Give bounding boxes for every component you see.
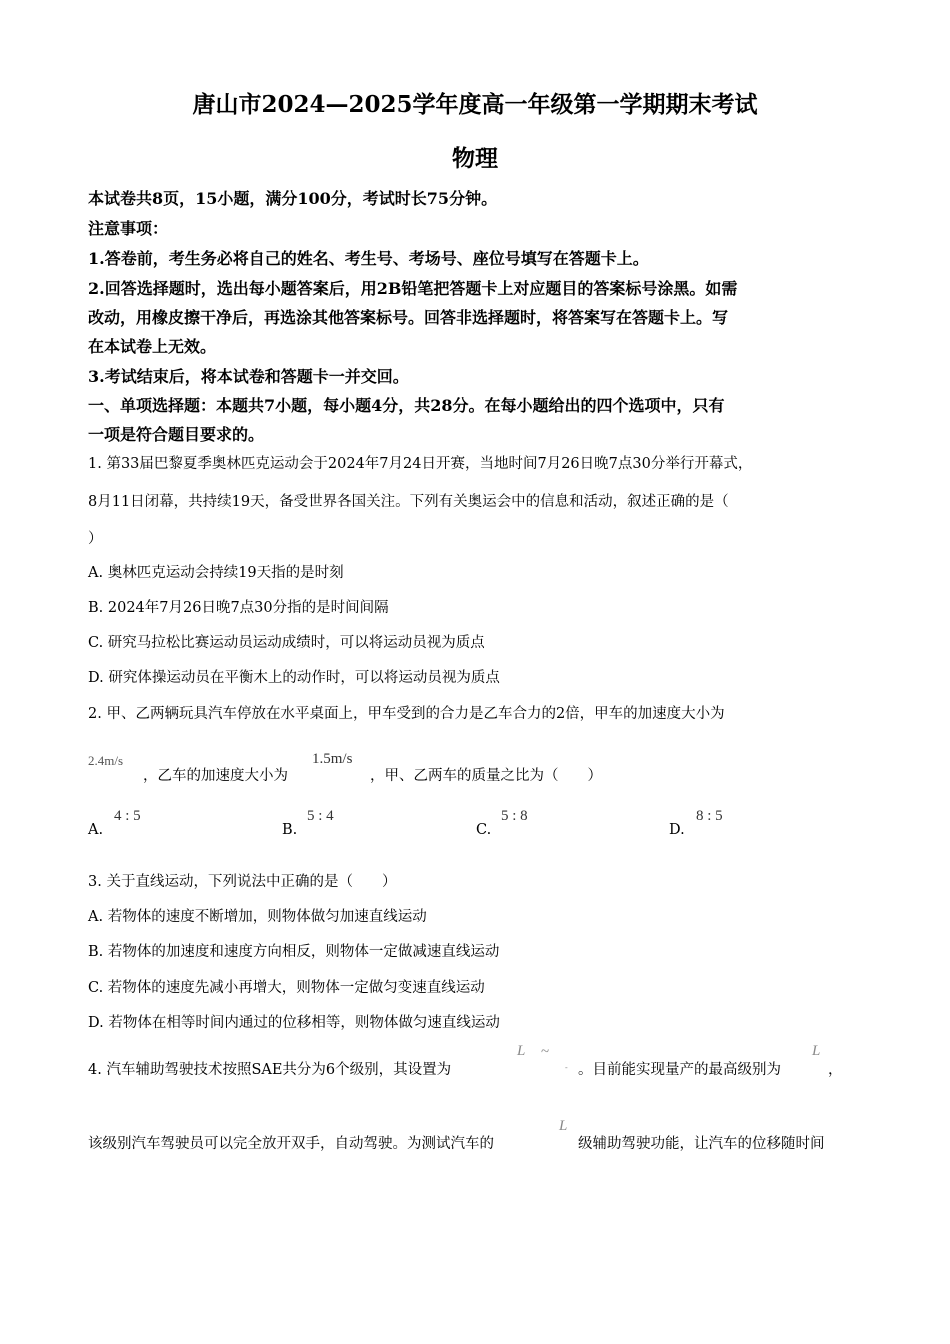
note-3: 3.考试结束后，将本试卷和答题卡一并交回。: [88, 367, 409, 386]
q4-line-2-end: 级辅助驾驶功能，让汽车的位移随时间: [578, 1136, 825, 1152]
q3-option-b: B. 若物体的加速度和速度方向相反，则物体一定做减速直线运动: [88, 944, 500, 960]
q1-option-a: A. 奥林匹克运动会持续19天指的是时刻: [88, 565, 344, 581]
note-2-line-1: 2.回答选择题时，选出每小题答案后，用2B铅笔把答题卡上对应题目的答案标号涂黑。如需: [88, 279, 738, 298]
note-2-line-3: 在本试卷上无效。: [88, 337, 217, 356]
note-2-line-2: 改动，用橡皮擦干净后，再选涂其他答案标号。回答非选择题时，将答案写在答题卡上。写: [88, 308, 729, 327]
q1-option-d: D. 研究体操运动员在平衡木上的动作时，可以将运动员视为质点: [88, 670, 500, 686]
section-1-heading-line-1: 一、单项选择题：本题共7小题，每小题4分，共28分。在每小题给出的四个选项中，只有: [88, 396, 725, 415]
section-1-heading-line-2: 一项是符合题目要求的。: [88, 425, 265, 444]
q2-option-c-label: C.: [476, 822, 492, 838]
q4-level-range-tilde: ~: [541, 1044, 550, 1060]
q3-option-a: A. 若物体的速度不断增加，则物体做匀加速直线运动: [88, 909, 427, 925]
q2-end-text: ，甲、乙两车的质量之比为（ ）: [370, 768, 602, 784]
q2-option-d-value: 8 : 5: [696, 808, 723, 824]
q2-option-a-label: A.: [88, 822, 104, 838]
q2-accel-yi: 1.5m/s: [312, 751, 353, 767]
q1-stem-line-2: 8月11日闭幕，共持续19天，备受世界各国关注。下列有关奥运会中的信息和活动，叙述正确的是（: [88, 494, 729, 510]
q4-level-symbol-test: L: [559, 1118, 568, 1134]
note-1: 1.答卷前，考生务必将自己的姓名、考生号、考场号、座位号填写在答题卡上。: [88, 249, 649, 268]
q1-option-c: C. 研究马拉松比赛运动员运动成绩时，可以将运动员视为质点: [88, 635, 485, 651]
q2-accel-jia: 2.4m/s: [88, 753, 124, 768]
q1-stem-line-1: 1. 第33届巴黎夏季奥林匹克运动会于2024年7月24日开赛，当地时间7月26日晚7点30分举行开幕式，: [88, 456, 753, 472]
q4-level-symbol-max: L: [812, 1043, 821, 1059]
q4-subscript-mark: -: [565, 1063, 568, 1072]
q4-line-1-start: 4. 汽车辅助驾驶技术按照SAE共分为6个级别，其设置为: [88, 1062, 452, 1078]
q2-option-d-label: D.: [669, 822, 685, 838]
q4-line-2-start: 该级别汽车驾驶员可以完全放开双手，自动驾驶。为测试汽车的: [88, 1136, 494, 1152]
notes-heading: 注意事项：: [88, 219, 169, 238]
q1-option-b: B. 2024年7月26日晚7点30分指的是时间间隔: [88, 600, 389, 616]
q1-stem-line-3: ）: [88, 531, 103, 547]
subject-title: 物理: [452, 145, 498, 172]
q2-option-c-value: 5 : 8: [501, 808, 528, 824]
q2-option-a-value: 4 : 5: [114, 808, 141, 824]
q3-option-d: D. 若物体在相等时间内通过的位移相等，则物体做匀速直线运动: [88, 1015, 500, 1031]
q3-stem: 3. 关于直线运动，下列说法中正确的是（ ）: [88, 874, 397, 890]
q4-line-1-end: ，: [828, 1062, 843, 1078]
q2-option-b-label: B.: [282, 822, 298, 838]
q4-line-1-middle: 。目前能实现量产的最高级别为: [578, 1062, 781, 1078]
exam-title: 唐山市2024—2025学年度高一年级第一学期期末考试: [192, 91, 758, 118]
exam-summary: 本试卷共8页，15小题，满分100分，考试时长75分钟。: [88, 189, 498, 208]
q4-level-symbol-start: L: [517, 1043, 526, 1059]
q2-option-b-value: 5 : 4: [307, 808, 334, 824]
q2-mid-text: ，乙车的加速度大小为: [143, 768, 288, 784]
q2-stem-line-1: 2. 甲、乙两辆玩具汽车停放在水平桌面上，甲车受到的合力是乙车合力的2倍，甲车的加速度大小为: [88, 706, 725, 722]
q3-option-c: C. 若物体的速度先减小再增大，则物体一定做匀变速直线运动: [88, 980, 485, 996]
